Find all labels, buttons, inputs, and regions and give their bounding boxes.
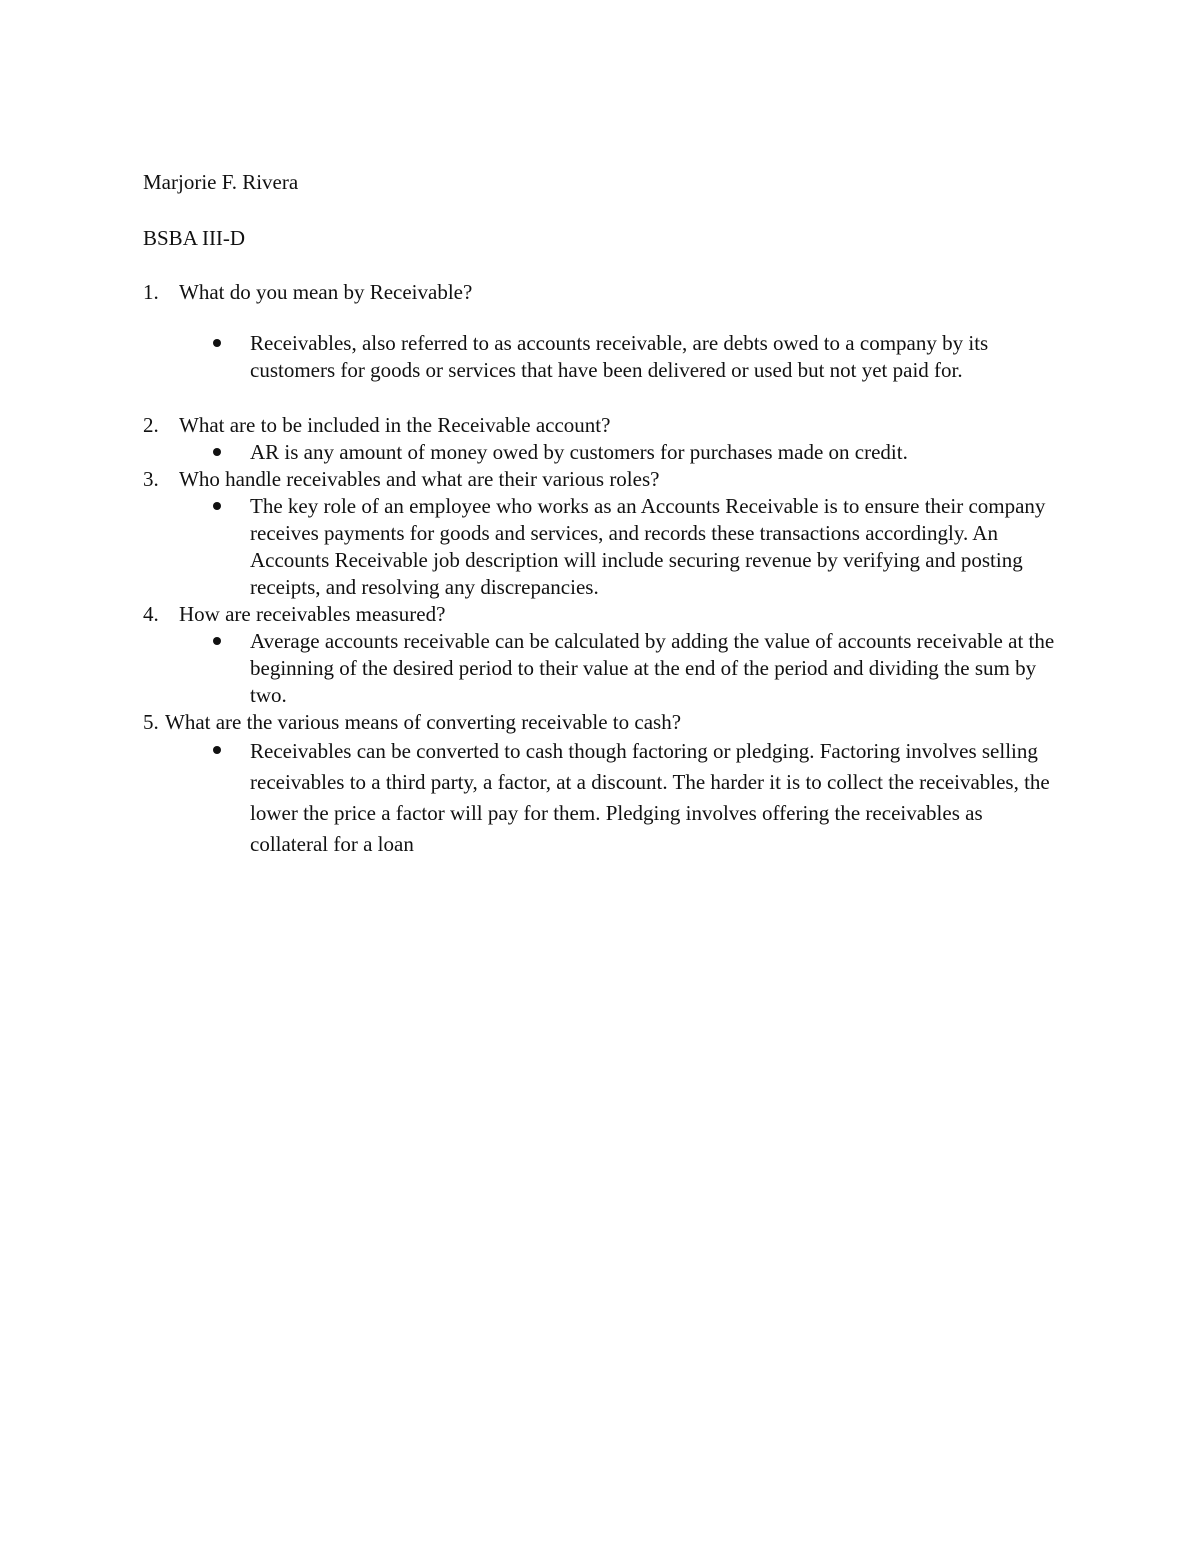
class-section: BSBA III-D: [143, 226, 246, 250]
bullet-icon: [213, 448, 221, 456]
bullet-icon: [213, 637, 221, 645]
answer-1: Receivables, also referred to as accounts receivable, are debts owed to a company by its customers for goods or services that have been delivered or used but not yet paid for.: [250, 331, 989, 382]
answer-5: Receivables can be converted to cash though factoring or pledging. Factoring involves selling receivables to a third party, a factor, at a discount. The harder it is to collect the receivables, the lower the price a factor will pay for them. Pledging involves offering the receivables as collateral for a loan: [250, 739, 1050, 856]
bullet-icon: [213, 502, 221, 510]
answer-4: Average accounts receivable can be calculated by adding the value of accounts receivable at the beginning of the desired period to their value at the end of the period and dividing the sum by two.: [250, 629, 1055, 707]
student-name: Marjorie F. Rivera: [143, 170, 299, 194]
question-4: How are receivables measured?: [179, 602, 446, 626]
question-3: Who handle receivables and what are their various roles?: [179, 467, 660, 491]
answer-2: AR is any amount of money owed by customers for purchases made on credit.: [250, 440, 908, 464]
question-1: What do you mean by Receivable?: [179, 280, 473, 304]
bullet-icon: [213, 746, 221, 754]
question-number-5: 5.: [143, 710, 159, 734]
question-2: What are to be included in the Receivable account?: [179, 413, 611, 437]
question-5: What are the various means of converting receivable to cash?: [165, 710, 682, 734]
question-number-3: 3.: [143, 467, 159, 491]
question-number-1: 1.: [143, 280, 159, 304]
question-number-4: 4.: [143, 602, 159, 626]
question-number-2: 2.: [143, 413, 159, 437]
answer-3: The key role of an employee who works as an Accounts Receivable is to ensure their company receives payments for goods and services, and records these transactions accordingly. An Accounts Receivable job description will include securing revenue by verifying and posting receipts, and resolving any discrepancies.: [250, 494, 1046, 599]
bullet-icon: [213, 339, 221, 347]
